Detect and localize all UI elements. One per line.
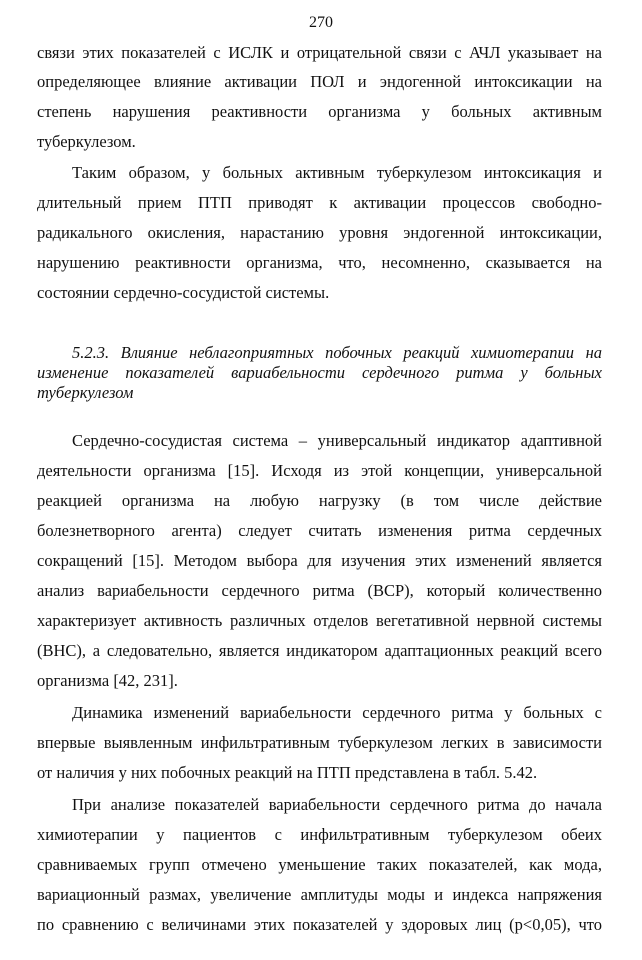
text-line: реакцией организма на любую нагрузку (в том числе действие — [37, 491, 602, 510]
text-line: анализ вариабельности сердечного ритма (ВСР), который количественно — [37, 581, 602, 600]
text-line: от наличия у них побочных реакций на ПТП представлена в табл. 5.42. — [37, 763, 538, 782]
text-line: связи этих показателей с ИСЛК и отрицательной связи с АЧЛ указывает на — [37, 43, 602, 62]
section-heading-line: туберкулезом — [37, 383, 134, 402]
text-line: организма [42, 231]. — [37, 671, 178, 690]
text-line: состоянии сердечно-сосудистой системы. — [37, 283, 330, 302]
text-line: сравниваемых групп отмечено уменьшение таких показателей, как мода, — [37, 855, 602, 874]
section-heading-line: изменение показателей вариабельности сердечного ритма у больных — [37, 363, 602, 382]
text-line: нарушению реактивности организма, что, несомненно, сказывается на — [37, 253, 602, 272]
text-line: химиотерапии у пациентов с инфильтративным туберкулезом обеих — [37, 825, 602, 844]
text-line: (ВНС), а следовательно, является индикатором адаптационных реакций всего — [37, 641, 602, 660]
text-line: длительный прием ПТП приводят к активации процессов свободно- — [37, 193, 602, 212]
text-line: При анализе показателей вариабельности сердечного ритма до начала — [72, 795, 602, 814]
text-line: характеризует активность различных отделов вегетативной нервной системы — [37, 611, 602, 630]
text-line: Динамика изменений вариабельности сердечного ритма у больных с — [72, 703, 602, 722]
text-line: определяющее влияние активации ПОЛ и эндогенной интоксикации на — [37, 72, 602, 91]
text-line: деятельности организма [15]. Исходя из этой концепции, универсальной — [37, 461, 602, 480]
text-line: сокращений [15]. Методом выбора для изучения этих изменений является — [37, 551, 602, 570]
text-line: туберкулезом. — [37, 132, 136, 151]
text-line: степень нарушения реактивности организма у больных активным — [37, 102, 602, 121]
text-line: радикального окисления, нарастанию уровня эндогенной интоксикации, — [37, 223, 602, 242]
text-line: Таким образом, у больных активным туберкулезом интоксикация и — [72, 163, 602, 182]
text-line: болезнетворного агента) следует считать изменения ритма сердечных — [37, 521, 602, 540]
section-heading-line: 5.2.3. Влияние неблагоприятных побочных реакций химиотерапии на — [72, 343, 602, 362]
text-line: вариационный размах, увеличение амплитуды моды и индекса напряжения — [37, 885, 602, 904]
text-line: по сравнению с величинами этих показателей у здоровых лиц (р<0,05), что — [37, 915, 602, 934]
text-line: впервые выявленным инфильтративным туберкулезом легких в зависимости — [37, 733, 602, 752]
text-line: Сердечно-сосудистая система – универсальный индикатор адаптивной — [72, 431, 602, 450]
page-number: 270 — [309, 14, 333, 31]
